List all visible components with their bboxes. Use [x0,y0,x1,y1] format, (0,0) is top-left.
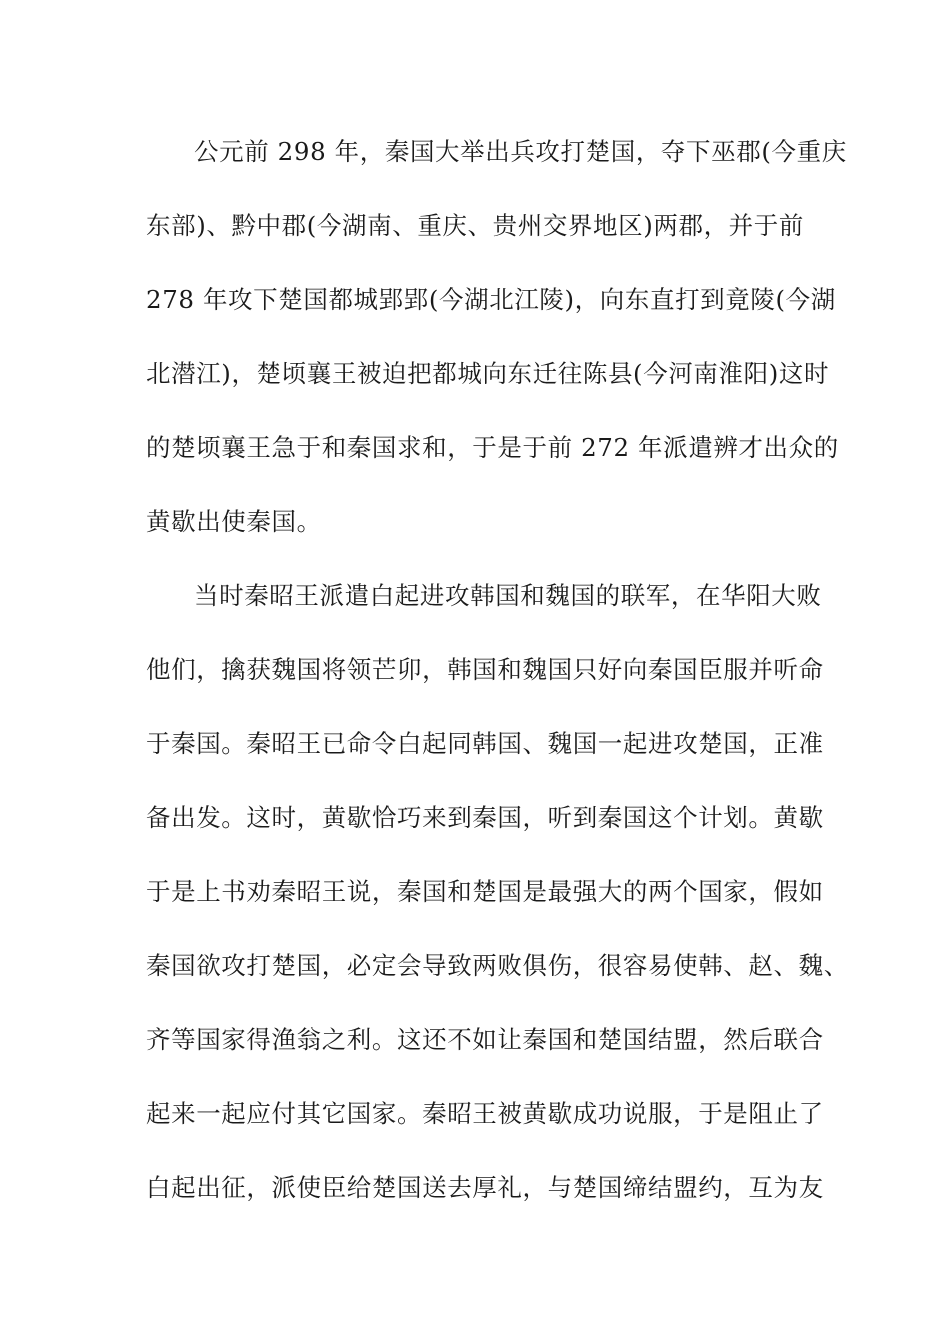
text-line: 起来一起应付其它国家。秦昭王被黄歇成功说服，于是阻止了 [146,1099,824,1128]
text-line: 的楚顷襄王急于和秦国求和，于是于前 272 年派遣辨才出众的 [146,433,839,462]
text-line: 他们，擒获魏国将领芒卯，韩国和魏国只好向秦国臣服并听命 [146,655,824,684]
text-line: 东部)、黔中郡(今湖南、重庆、贵州交界地区)两郡，并于前 [146,211,804,240]
text-line: 秦国欲攻打楚国，必定会导致两败俱伤，很容易使韩、赵、魏、 [146,951,849,980]
text-line: 于是上书劝秦昭王说，秦国和楚国是最强大的两个国家，假如 [146,877,824,906]
text-line: 备出发。这时，黄歇恰巧来到秦国，听到秦国这个计划。黄歇 [146,803,824,832]
text-line: 278 年攻下楚国都城郢郢(今湖北江陵)，向东直打到竟陵(今湖 [146,285,836,314]
text-line: 北潜江)，楚顷襄王被迫把都城向东迁往陈县(今河南淮阳)这时 [146,359,830,388]
text-line: 于秦国。秦昭王已命令白起同韩国、魏国一起进攻楚国，正准 [146,729,824,758]
text-line: 黄歇出使秦国。 [146,507,322,536]
text-line: 当时秦昭王派遣白起进攻韩国和魏国的联军，在华阳大败 [194,581,822,610]
text-line: 白起出征，派使臣给楚国送去厚礼，与楚国缔结盟约，互为友 [146,1173,824,1202]
text-line: 齐等国家得渔翁之利。这还不如让秦国和楚国结盟，然后联合 [146,1025,824,1054]
text-line: 公元前 298 年，秦国大举出兵攻打楚国，夺下巫郡(今重庆 [194,137,847,166]
